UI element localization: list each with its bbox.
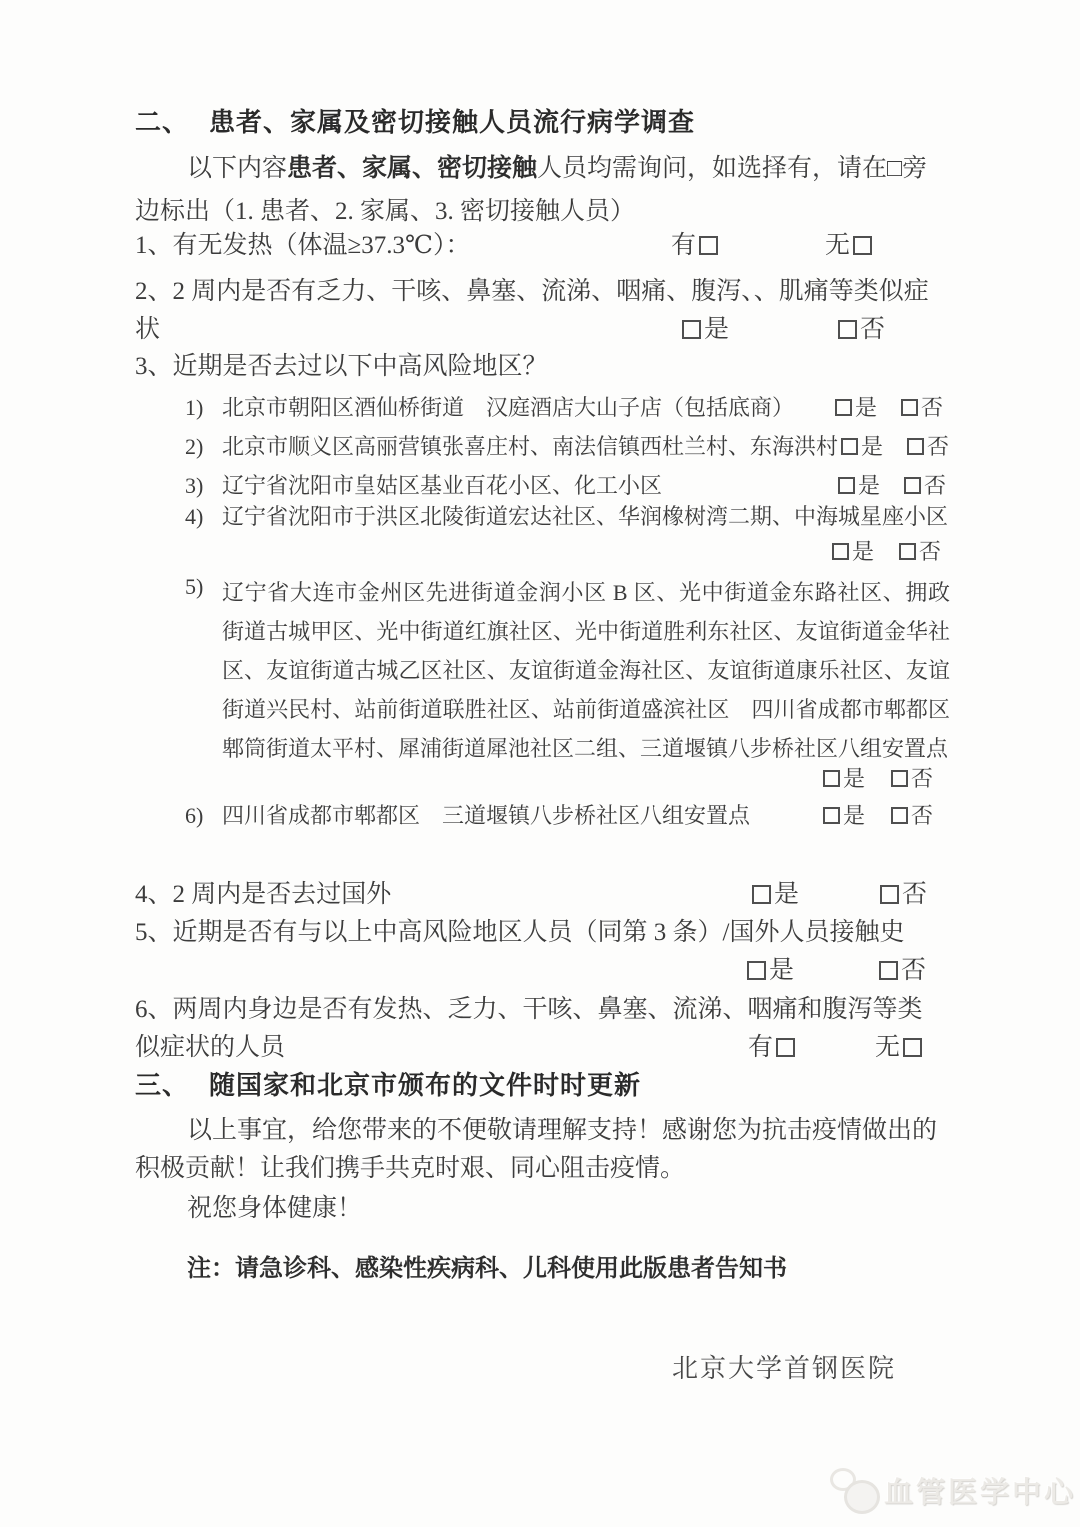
q1-yes-checkbox[interactable]: [699, 236, 718, 255]
section2-title: 患者、家属及密切接触人员流行病学调查: [209, 108, 696, 137]
watermark-logo-icon: [828, 1466, 884, 1514]
closing-line1: 以上事宜，给您带来的不便敬请理解支持！感谢您为抗击疫情做出的: [187, 1117, 938, 1144]
q5-yes-checkbox[interactable]: [747, 961, 766, 980]
area-1-text: 北京市朝阳区酒仙桥街道 汉庭酒店大山子店（包括底商）: [222, 395, 795, 420]
question-3: 3、近期是否去过以下中高风险地区？: [135, 353, 548, 380]
area-4-option-no: 否: [899, 538, 944, 566]
question-1: [135, 231, 950, 261]
area-4-marker: 4): [185, 504, 204, 529]
area-5-no-checkbox[interactable]: [891, 770, 908, 787]
area-3-option-no: 否: [904, 472, 949, 500]
area-5-marker: 5): [185, 574, 204, 599]
q1-option-no: 无: [822, 231, 872, 261]
q6-option-yes: 有: [745, 1033, 795, 1063]
area-6-option-no: 否: [891, 802, 936, 830]
area-3-yes-checkbox[interactable]: [838, 477, 855, 494]
question-6-line1: 6、两周内身边是否有发热、乏力、干咳、鼻塞、流涕、咽痛和腹泻等类: [135, 996, 923, 1023]
area-1-option-yes: 是: [835, 394, 880, 422]
area-5-yes-checkbox[interactable]: [823, 770, 840, 787]
question-1-text: 1、有无发热（体温≥37.3℃）：: [135, 232, 471, 259]
q5-option-no: 否: [879, 956, 929, 986]
intro-line1-bold: 患者、家属、密切接触: [287, 155, 538, 182]
area-5-text: 辽宁省大连市金州区先进街道金润小区 B 区、光中街道金东路社区、拥政街道古城甲区、光中街道红旗社区、光中街道胜利东社区、友谊街道金华社区、友谊街道古城乙区社区、友谊街道金海社区、友谊街道康乐社区、友谊街道兴民村、站前街道联胜社区、站前街道盛滨社区 四川省成都市郫都区郫筒街道太平村、犀浦街道犀池社区二组、三道堰镇八步桥社区八组安置点: [222, 580, 950, 761]
area-1-no-checkbox[interactable]: [901, 399, 918, 416]
question-2-line2: 状 是 否: [135, 315, 950, 345]
q4-option-yes: 是: [752, 880, 802, 910]
area-2-option-yes: 是: [841, 433, 886, 461]
area-4-text: 辽宁省沈阳市于洪区北陵街道宏达社区、华润橡树湾二期、中海城星座小区: [222, 504, 949, 529]
hospital-signature: 北京大学首钢医院: [672, 1354, 897, 1383]
q5-option-yes: 是: [747, 956, 797, 986]
q6-no-checkbox[interactable]: [903, 1038, 922, 1057]
section2-heading: [135, 108, 950, 138]
area-2-yes-checkbox[interactable]: [841, 438, 858, 455]
q2-option-no: 否: [838, 315, 888, 345]
q6-option-no: 无: [872, 1033, 922, 1063]
section3-heading: [135, 1071, 950, 1101]
area-2-marker: 2): [185, 434, 204, 459]
q4-yes-checkbox[interactable]: [752, 885, 771, 904]
q1-option-yes: 有: [668, 231, 718, 261]
section3-title: 随国家和北京市颁布的文件时时更新: [209, 1071, 642, 1100]
area-5-option-yes: 是: [823, 765, 868, 793]
closing-line2: 积极贡献！让我们携手共克时艰、同心阻击疫情。: [135, 1155, 686, 1182]
area-6-text: 四川省成都市郫都区 三道堰镇八步桥社区八组安置点: [222, 803, 751, 828]
area-6-no-checkbox[interactable]: [891, 807, 908, 824]
q2-no-checkbox[interactable]: [838, 320, 857, 339]
q2-option-yes: 是: [682, 315, 732, 345]
question-2-line1: 2、2 周内是否有乏力、干咳、鼻塞、流涕、咽痛、腹泻、、肌痛等类似症: [135, 278, 929, 305]
intro-line2: 边标出（1. 患者、2. 家属、3. 密切接触人员）: [135, 198, 636, 225]
area-6-marker: 6): [185, 803, 204, 828]
area-1-marker: 1): [185, 395, 204, 420]
q4-option-no: 否: [880, 880, 930, 910]
area-4-option-yes: 是: [832, 538, 877, 566]
area-2-no-checkbox[interactable]: [907, 438, 924, 455]
area-4-no-checkbox[interactable]: [899, 543, 916, 560]
q5-no-checkbox[interactable]: [879, 961, 898, 980]
section3-number: 三、: [135, 1071, 190, 1100]
q1-no-checkbox[interactable]: [853, 236, 872, 255]
area-3-marker: 3): [185, 473, 204, 498]
q6-yes-checkbox[interactable]: [776, 1038, 795, 1057]
area-6-yes-checkbox[interactable]: [823, 807, 840, 824]
watermark-text: 血管医学中心: [884, 1476, 1077, 1509]
area-1-yes-checkbox[interactable]: [835, 399, 852, 416]
area-6-option-yes: 是: [823, 802, 868, 830]
q2-yes-checkbox[interactable]: [682, 320, 701, 339]
area-2-option-no: 否: [907, 433, 952, 461]
area-3-option-yes: 是: [838, 472, 883, 500]
closing-line3: 祝您身体健康！: [187, 1195, 363, 1222]
question-5: 5、近期是否有与以上中高风险地区人员（同第 3 条）/国外人员接触史: [135, 919, 905, 946]
question-6-line2: 似症状的人员 有 无: [135, 1033, 950, 1063]
area-3-no-checkbox[interactable]: [904, 477, 921, 494]
intro-line1-post: 人员均需询问，如选择有，请在□旁: [537, 155, 928, 182]
area-2-text: 北京市顺义区高丽营镇张喜庄村、南法信镇西杜兰村、东海洪村: [222, 434, 839, 459]
question-4: 4、2 周内是否去过国外 是 否: [135, 880, 950, 910]
area-4-yes-checkbox[interactable]: [832, 543, 849, 560]
area-5-option-no: 否: [891, 765, 936, 793]
intro-line1-pre: 以下内容: [187, 155, 288, 182]
intro-line1: [135, 154, 1002, 184]
q4-no-checkbox[interactable]: [880, 885, 899, 904]
section2-number: 二、: [135, 108, 190, 137]
usage-note: 注：请急诊科、感染性疾病科、儿科使用此版患者告知书: [187, 1256, 787, 1282]
watermark: [828, 1466, 1076, 1514]
area-3-text: 辽宁省沈阳市皇姑区基业百花小区、化工小区: [222, 473, 663, 498]
area-1-option-no: 否: [901, 394, 946, 422]
